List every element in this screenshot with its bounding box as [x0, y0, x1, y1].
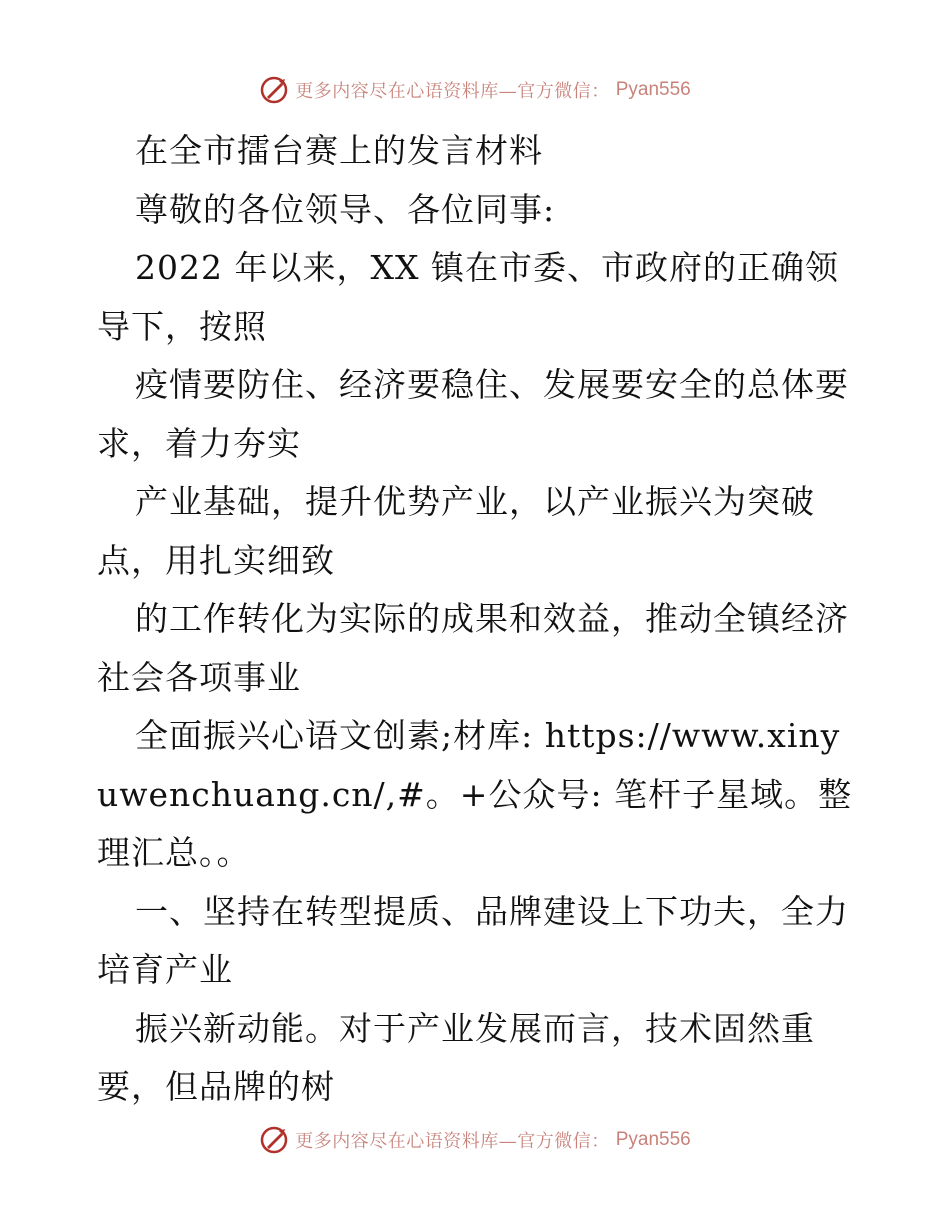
- paragraph-6: 振兴新动能。对于产业发展而言，技术固然重要，但品牌的树: [97, 1008, 815, 1106]
- watermark-wechat-id: Pyan556: [615, 79, 691, 100]
- section-heading-1: 一、坚持在转型提质、品牌建设上下功夫，全力培育产业: [97, 891, 849, 989]
- paragraph-1: 2022 年以来，XX 镇在市委、市政府的正确领导下，按照: [97, 248, 839, 346]
- xinyu-logo-icon: [259, 1125, 289, 1155]
- watermark-wechat-id: Pyan556: [615, 1129, 691, 1150]
- xinyu-logo-icon: [259, 75, 289, 105]
- document-body: [97, 122, 857, 1117]
- paragraph-2: 疫情要防住、经济要稳住、发展要安全的总体要求，着力夯实: [97, 365, 849, 463]
- header-watermark: [0, 72, 950, 108]
- salutation: 尊敬的各位领导、各位同事:: [135, 189, 556, 229]
- paragraph-5-link: 全面振兴心语文创素;材库: https://www.xinyuwenchuang.cn/,#。+公众号: 笔杆子星域。整理汇总。。: [97, 716, 853, 872]
- document-title: 在全市擂台赛上的发言材料: [135, 131, 543, 170]
- paragraph-4: 的工作转化为实际的成果和效益，推动全镇经济社会各项事业: [97, 599, 849, 697]
- watermark-text: 更多内容尽在心语资料库—官方微信：: [295, 1131, 610, 1152]
- paragraph-3: 产业基础，提升优势产业，以产业振兴为突破点，用扎实细致: [97, 482, 815, 580]
- footer-watermark: [0, 1122, 950, 1158]
- watermark-text: 更多内容尽在心语资料库—官方微信：: [295, 81, 610, 102]
